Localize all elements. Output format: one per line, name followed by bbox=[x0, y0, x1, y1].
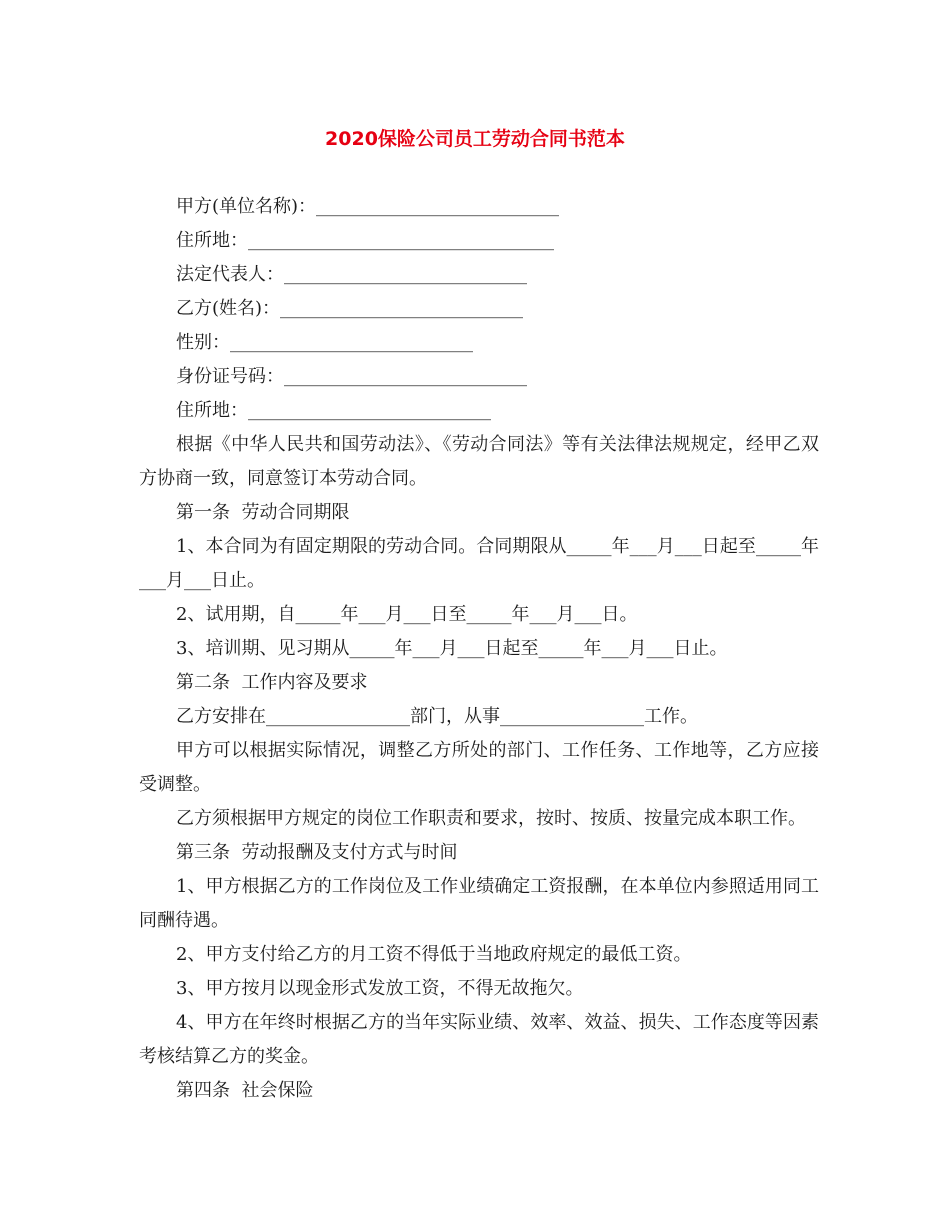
field-legal-representative: 法定代表人：___________________________ bbox=[176, 264, 527, 285]
article-1-item-1: 1、本合同为有固定期限的劳动合同。合同期限从_____年___月___日起至_____年___月___日止。 bbox=[139, 536, 819, 591]
document-title: 2020保险公司员工劳动合同书范本 bbox=[325, 128, 625, 150]
article-2-paragraph-1: 乙方安排在________________部门，从事________________工作。 bbox=[176, 706, 698, 727]
article-3-item-2: 2、甲方支付给乙方的月工资不得低于当地政府规定的最低工资。 bbox=[176, 944, 692, 965]
article-1-item-3: 3、培训期、见习期从_____年___月___日起至_____年___月___日止。 bbox=[176, 638, 728, 659]
field-party-a-name: 甲方(单位名称)：___________________________ bbox=[176, 196, 560, 217]
article-2-heading: 第二条 工作内容及要求 bbox=[176, 672, 368, 693]
article-3-heading: 第三条 劳动报酬及支付方式与时间 bbox=[176, 842, 458, 863]
article-3-item-3: 3、甲方按月以现金形式发放工资，不得无故拖欠。 bbox=[176, 978, 584, 999]
field-id-number: 身份证号码：___________________________ bbox=[176, 366, 527, 387]
article-3-item-4: 4、甲方在年终时根据乙方的当年实际业绩、效率、效益、损失、工作态度等因素考核结算乙方的奖金。 bbox=[139, 1012, 819, 1067]
intro-paragraph: 根据《中华人民共和国劳动法》、《劳动合同法》等有关法律法规规定，经甲乙双方协商一致，同意签订本劳动合同。 bbox=[139, 434, 819, 489]
field-party-a-address: 住所地：__________________________________ bbox=[176, 230, 554, 251]
article-2-paragraph-3: 乙方须根据甲方规定的岗位工作职责和要求，按时、按质、按量完成本职工作。 bbox=[176, 808, 806, 829]
field-party-b-name: 乙方(姓名)：___________________________ bbox=[176, 298, 524, 319]
field-gender: 性别：___________________________ bbox=[176, 332, 473, 353]
field-party-b-address: 住所地：___________________________ bbox=[176, 400, 491, 421]
article-3-item-1: 1、甲方根据乙方的工作岗位及工作业绩确定工资报酬，在本单位内参照适用同工同酬待遇。 bbox=[139, 876, 819, 931]
article-1-heading: 第一条 劳动合同期限 bbox=[176, 502, 350, 523]
document-body bbox=[139, 190, 819, 1108]
article-2-paragraph-2: 甲方可以根据实际情况，调整乙方所处的部门、工作任务、工作地等，乙方应接受调整。 bbox=[139, 740, 819, 795]
article-4-heading: 第四条 社会保险 bbox=[176, 1080, 314, 1101]
article-1-item-2: 2、试用期，自_____年___月___日至_____年___月___日。 bbox=[176, 604, 638, 625]
